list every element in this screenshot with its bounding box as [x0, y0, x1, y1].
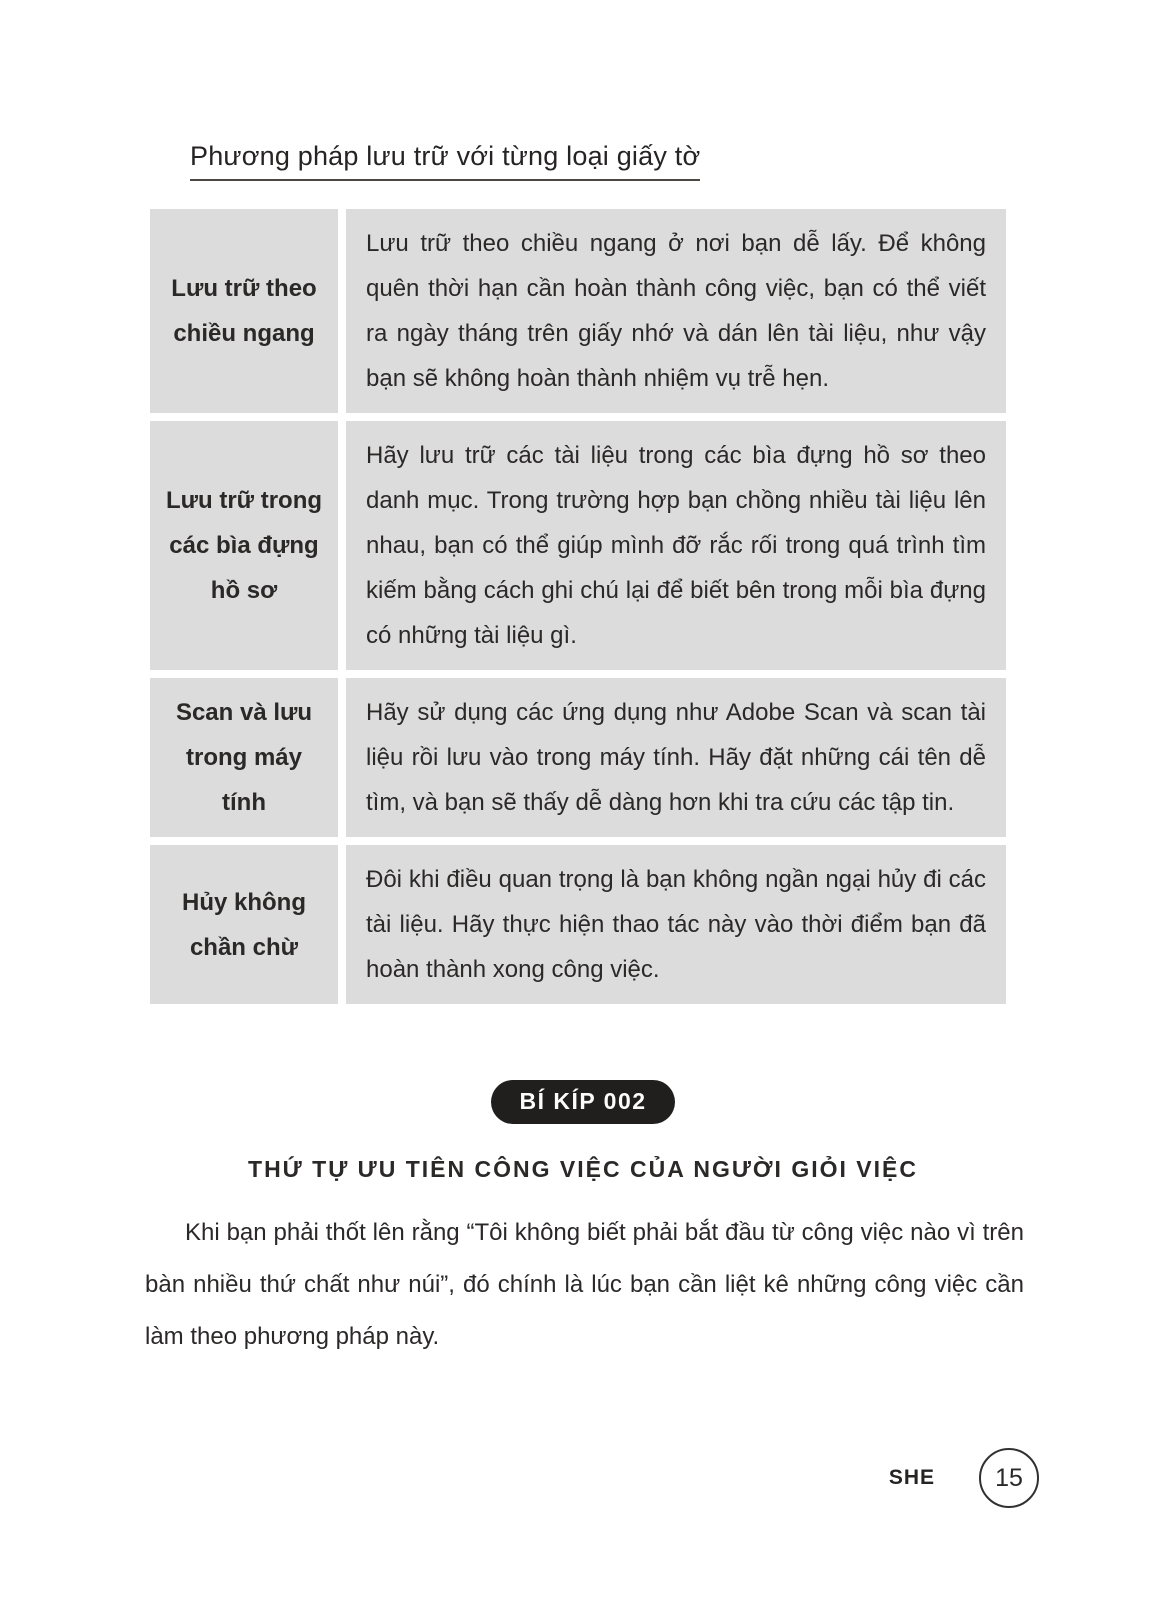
tip-badge: BÍ KÍP 002: [491, 1080, 674, 1124]
table-row-4-text: Đôi khi điều quan trọng là bạn không ngần ngại hủy đi các tài liệu. Hãy thực hiện thao tác này vào thời điểm bạn đã hoàn thành xong công việc.: [346, 845, 1006, 1004]
page-title: Phương pháp lưu trữ với từng loại giấy tờ: [190, 141, 700, 181]
section-title-row: [190, 0, 1166, 181]
table-row-1-label: Lưu trữ theo chiều ngang: [150, 209, 338, 413]
tip-badge-row: [0, 1080, 1166, 1124]
brand-label: SHE: [888, 1466, 935, 1489]
section-heading: THỨ TỰ ƯU TIÊN CÔNG VIỆC CỦA NGƯỜI GIỎI VIỆC: [248, 1156, 918, 1182]
table-row-2-text: Hãy lưu trữ các tài liệu trong các bìa đựng hồ sơ theo danh mục. Trong trường hợp bạn chồng nhiều tài liệu lên nhau, bạn có thể giúp mình đỡ rắc rối trong quá trình tìm kiếm bằng cách ghi chú lại để biết bên trong mỗi bìa đựng có những tài liệu gì.: [346, 421, 1006, 670]
table-row-4-label: Hủy không chần chừ: [150, 845, 338, 1004]
table-row-1-text: Lưu trữ theo chiều ngang ở nơi bạn dễ lấy. Để không quên thời hạn cần hoàn thành công việc, bạn có thể viết ra ngày tháng trên giấy nhớ và dán lên tài liệu, như vậy bạn sẽ không hoàn thành nhiệm vụ trễ hẹn.: [346, 209, 1006, 413]
page-number-badge: 15: [979, 1448, 1039, 1508]
table-row-3-text: Hãy sử dụng các ứng dụng như Adobe Scan và scan tài liệu rồi lưu vào trong máy tính. Hãy đặt những cái tên dễ tìm, và bạn sẽ thấy dễ dàng hơn khi tra cứu các tập tin.: [346, 678, 1006, 837]
body-paragraph: Khi bạn phải thốt lên rằng “Tôi không biết phải bắt đầu từ công việc nào vì trên bàn nhiều thứ chất như núi”, đó chính là lúc bạn cần liệt kê những công việc cần làm theo phương pháp này.: [145, 1219, 1024, 1350]
table-row-2-label: Lưu trữ trong các bìa đựng hồ sơ: [150, 421, 338, 670]
storage-methods-table: [150, 209, 1006, 1004]
table-row-3-label: Scan và lưu trong máy tính: [150, 678, 338, 837]
page-footer: [889, 1448, 1039, 1508]
